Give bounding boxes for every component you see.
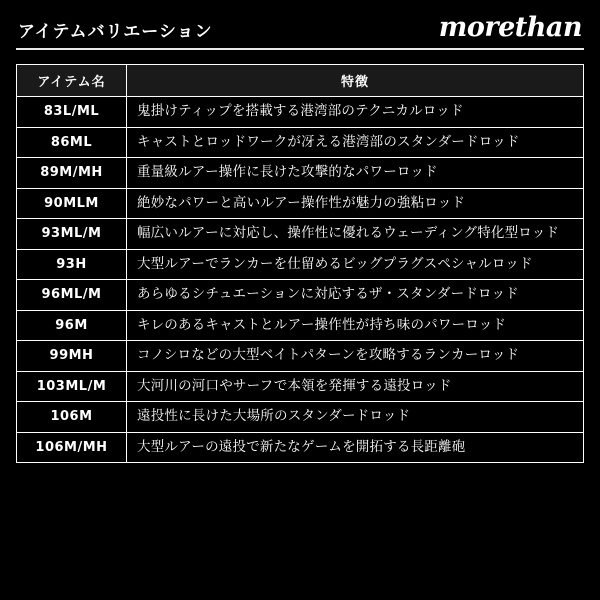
table-row (17, 310, 584, 341)
item-feature-cell: 幅広いルアーに対応し、操作性に優れるウェーディング特化型ロッド (127, 219, 584, 250)
item-feature-cell: コノシロなどの大型ベイトパターンを攻略するランカーロッド (127, 341, 584, 372)
item-feature-cell: キャストとロッドワークが冴える港湾部のスタンダードロッド (127, 127, 584, 158)
item-feature-cell: 絶妙なパワーと高いルアー操作性が魅力の強粘ロッド (127, 188, 584, 219)
table-row (17, 127, 584, 158)
variation-table-container (16, 64, 584, 590)
item-feature-cell: キレのあるキャストとルアー操作性が持ち味のパワーロッド (127, 310, 584, 341)
item-name-cell: 96ML/M (17, 280, 127, 311)
item-name-cell: 93H (17, 249, 127, 280)
item-name-cell: 90MLM (17, 188, 127, 219)
column-header-feature: 特徴 (127, 65, 584, 97)
page-title: アイテムバリエーション (18, 22, 213, 43)
item-feature-cell: 鬼掛けティップを搭載する港湾部のテクニカルロッド (127, 97, 584, 128)
table-row (17, 432, 584, 463)
table-header-row (17, 65, 584, 97)
table-row (17, 97, 584, 128)
item-name-cell: 83L/ML (17, 97, 127, 128)
item-name-cell: 86ML (17, 127, 127, 158)
table-row (17, 219, 584, 250)
table-row (17, 188, 584, 219)
table-row (17, 158, 584, 189)
item-feature-cell: 大型ルアーでランカーを仕留めるビッグプラグスペシャルロッド (127, 249, 584, 280)
table-row (17, 402, 584, 433)
table-body (17, 97, 584, 463)
table-row (17, 341, 584, 372)
table-row (17, 280, 584, 311)
page-header (16, 14, 584, 50)
brand-logo: morethan (438, 12, 582, 43)
item-name-cell: 99MH (17, 341, 127, 372)
item-name-cell: 106M/MH (17, 432, 127, 463)
item-name-cell: 89M/MH (17, 158, 127, 189)
item-feature-cell: 重量級ルアー操作に長けた攻撃的なパワーロッド (127, 158, 584, 189)
item-name-cell: 93ML/M (17, 219, 127, 250)
item-name-cell: 96M (17, 310, 127, 341)
item-feature-cell: あらゆるシチュエーションに対応するザ・スタンダードロッド (127, 280, 584, 311)
item-feature-cell: 大型ルアーの遠投で新たなゲームを開拓する長距離砲 (127, 432, 584, 463)
item-feature-cell: 遠投性に長けた大場所のスタンダードロッド (127, 402, 584, 433)
item-feature-cell: 大河川の河口やサーフで本領を発揮する遠投ロッド (127, 371, 584, 402)
variation-table (16, 64, 584, 463)
item-name-cell: 106M (17, 402, 127, 433)
table-head (17, 65, 584, 97)
column-header-item-name: アイテム名 (17, 65, 127, 97)
table-row (17, 249, 584, 280)
table-row (17, 371, 584, 402)
item-name-cell: 103ML/M (17, 371, 127, 402)
